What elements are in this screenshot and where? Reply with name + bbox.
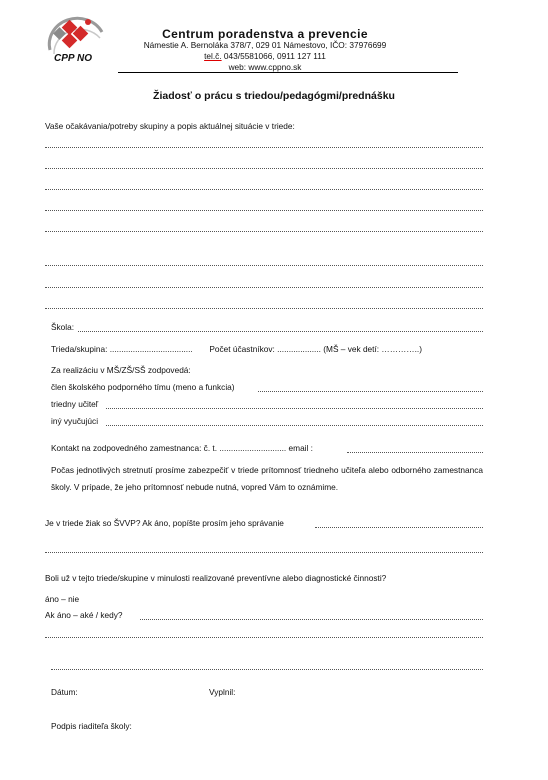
svvp-question: Je v triede žiak so ŠVVP? Ak áno, popíšte prosím jeho správanie: [45, 518, 284, 528]
support-team-label: člen školského podporného tímu (meno a funkcia): [51, 382, 235, 392]
contact-phone-field[interactable]: .............................: [219, 443, 287, 453]
svvp-field-2[interactable]: [45, 552, 483, 553]
class-label: Trieda/skupina:: [51, 344, 108, 354]
school-label: Škola:: [51, 322, 75, 332]
expectations-line-2[interactable]: [45, 168, 483, 169]
if-yes-field-2[interactable]: [45, 637, 483, 638]
expectations-label: Vaše očakávania/potreby skupiny a popis aktuálnej situácie v triede:: [45, 121, 295, 131]
class-row: [51, 344, 422, 354]
email-field[interactable]: [347, 452, 483, 453]
expectations-line-1[interactable]: [45, 147, 483, 148]
yes-no-choice[interactable]: áno – nie: [45, 594, 80, 604]
class-teacher-field[interactable]: [106, 408, 483, 409]
cpp-logo: [44, 10, 110, 72]
svvp-field-1[interactable]: [315, 527, 483, 528]
principal-signature-label: Podpis riaditeľa školy:: [51, 721, 132, 731]
org-name: Centrum poradenstva a prevencie: [162, 27, 368, 41]
org-phone: [120, 51, 410, 62]
org-web: web: www.cppno.sk: [228, 62, 302, 72]
if-yes-field-3[interactable]: [51, 669, 483, 670]
responsible-label: Za realizáciu v MŠ/ZŠ/SŠ zodpovedá:: [51, 365, 191, 375]
support-team-field[interactable]: [258, 391, 483, 392]
age-label: (MŠ – vek detí: …………..): [323, 344, 422, 354]
prior-activity-question: Boli už v tejto triede/skupine v minulosti realizované preventívne alebo diagnostické činnosti?: [45, 573, 387, 583]
expectations-line-6[interactable]: [45, 265, 483, 266]
presence-note: Počas jednotlivých stretnutí prosíme zabezpečiť v triede prítomnosť triedneho učiteľa alebo odborného zamestnanca školy. V prípade, že jeho prítomnosť nebude nutná, vopred Vám to oznámime.: [51, 465, 483, 492]
phone-label: tel.č.: [204, 51, 222, 61]
phone-numbers: 043/5581066, 0911 127 111: [221, 51, 326, 61]
participants-label: Počet účastníkov:: [209, 344, 275, 354]
participants-field[interactable]: ...................: [277, 344, 321, 354]
expectations-line-7[interactable]: [45, 287, 483, 288]
school-field[interactable]: [78, 331, 483, 332]
document-title: Žiadosť o prácu s triedou/pedagógmi/prednášku: [153, 90, 395, 102]
org-address: Námestie A. Bernoláka 378/7, 029 01 Námestovo, IČO: 37976699: [143, 40, 387, 50]
contact-row: [51, 443, 313, 453]
expectations-line-3[interactable]: [45, 189, 483, 190]
if-yes-label: Ak áno – aké / kedy?: [45, 610, 123, 620]
other-teacher-label: iný vyučujúci: [51, 416, 99, 426]
expectations-line-5[interactable]: [45, 231, 483, 232]
logo-text: CPP NO: [54, 53, 92, 64]
class-field[interactable]: ....................................: [109, 344, 193, 354]
class-teacher-label: triedny učiteľ: [51, 399, 99, 409]
filled-by-label: Vyplnil:: [209, 687, 236, 697]
expectations-line-4[interactable]: [45, 210, 483, 211]
email-label: email :: [288, 443, 313, 453]
header-rule: [118, 72, 458, 73]
date-label: Dátum:: [51, 687, 78, 697]
contact-label: Kontakt na zodpovedného zamestnanca: č. t.: [51, 443, 218, 453]
expectations-line-8[interactable]: [45, 308, 483, 309]
if-yes-field[interactable]: [140, 619, 483, 620]
other-teacher-field[interactable]: [106, 425, 483, 426]
